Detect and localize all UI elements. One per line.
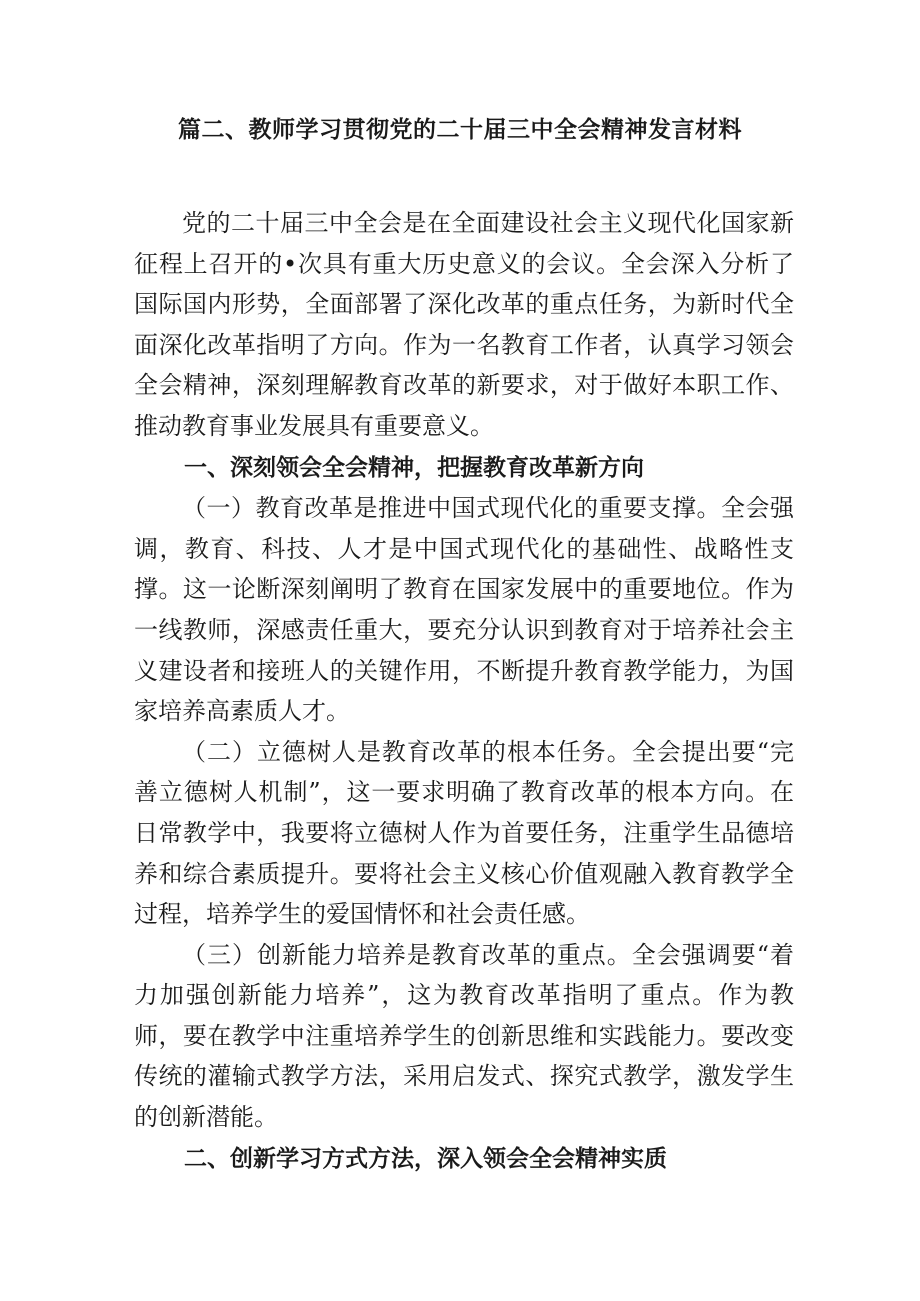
section1-paragraph-3: （三）创新能力培养是教育改革的重点。全会强调要“着力加强创新能力培养”，这为教育改革指明了重点。作为教师，要在教学中注重培养学生的创新思维和实践能力。要改变传统的灌输式教学方法，采用启发式、探究式教学，激发学生的创新潜能。 xyxy=(134,940,794,1132)
document-body xyxy=(134,203,794,1179)
section1-paragraph-1: （一）教育改革是推进中国式现代化的重要支撑。全会强调，教育、科技、人才是中国式现代化的基础性、战略性支撑。这一论断深刻阐明了教育在国家发展中的重要地位。作为一线教师，深感责任重大，要充分认识到教育对于培养社会主义建设者和接班人的关键作用，不断提升教育教学能力，为国家培养高素质人才。 xyxy=(134,494,794,726)
intro-paragraph: 党的二十届三中全会是在全面建设社会主义现代化国家新征程上召开的•次具有重大历史意义的会议。全会深入分析了国际国内形势，全面部署了深化改革的重点任务，为新时代全面深化改革指明了方向。作为一名教育工作者，认真学习领会全会精神，深刻理解教育改革的新要求，对于做好本职工作、推动教育事业发展具有重要意义。 xyxy=(134,209,794,440)
section1-paragraph-2: （二）立德树人是教育改革的根本任务。全会提出要“完善立德树人机制”，这一要求明确了教育改革的根本方向。在日常教学中，我要将立德树人作为首要任务，注重学生品德培养和综合素质提升。要将社会主义核心价值观融入教育教学全过程，培养学生的爱国情怀和社会责任感。 xyxy=(134,737,794,929)
document-title: 篇二、教师学习贯彻党的二十届三中全会精神发言材料 xyxy=(178,117,742,143)
section-heading-1: 一、深刻领会全会精神，把握教育改革新方向 xyxy=(184,454,644,481)
section-heading-2: 二、创新学习方式方法，深入领会全会精神实质 xyxy=(184,1145,667,1172)
